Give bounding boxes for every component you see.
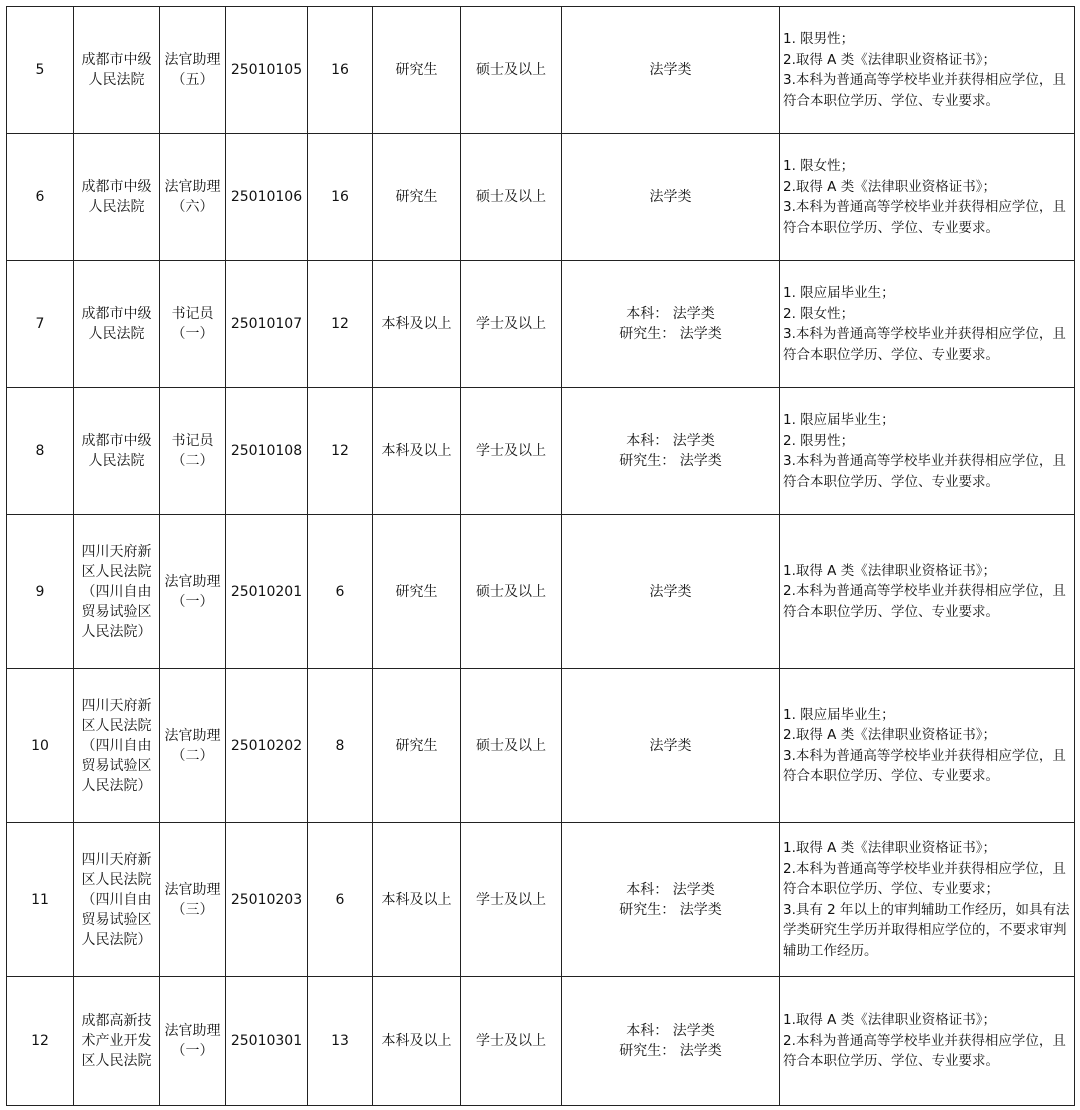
row-number: 6 [7,134,74,261]
table-row [7,669,1075,823]
position-name: 法官助理 （一） [160,515,226,669]
recruit-count: 13 [308,977,373,1106]
recruit-count: 16 [308,7,373,134]
position-code: 25010108 [226,388,308,515]
recruit-count: 8 [308,669,373,823]
degree-requirement: 硕士及以上 [461,134,562,261]
recruit-count: 6 [308,823,373,977]
position-name: 法官助理 （五） [160,7,226,134]
notes: 1.取得 A 类《法律职业资格证书》； 2.本科为普通高等学校毕业并获得相应学位，且符合本职位学历、学位、专业要求。 [780,977,1075,1106]
education-requirement: 研究生 [373,134,461,261]
row-number: 9 [7,515,74,669]
position-code: 25010203 [226,823,308,977]
court-name: 成都市中级人民法院 [74,7,160,134]
table-row [7,7,1075,134]
education-requirement: 本科及以上 [373,823,461,977]
major-requirement: 法学类 [562,515,780,669]
court-name: 四川天府新区人民法院（四川自由贸易试验区人民法院） [74,669,160,823]
position-code: 25010106 [226,134,308,261]
education-requirement: 研究生 [373,515,461,669]
position-name: 法官助理 （一） [160,977,226,1106]
major-requirement: 本科： 法学类 研究生： 法学类 [562,261,780,388]
notes: 1.取得 A 类《法律职业资格证书》； 2.本科为普通高等学校毕业并获得相应学位，且符合本职位学历、学位、专业要求。 [780,515,1075,669]
position-code: 25010107 [226,261,308,388]
recruit-count: 6 [308,515,373,669]
court-name: 成都市中级人民法院 [74,134,160,261]
recruit-count: 16 [308,134,373,261]
court-name: 成都市中级人民法院 [74,261,160,388]
court-name: 成都高新技术产业开发区人民法院 [74,977,160,1106]
row-number: 10 [7,669,74,823]
degree-requirement: 硕士及以上 [461,7,562,134]
degree-requirement: 学士及以上 [461,388,562,515]
education-requirement: 研究生 [373,669,461,823]
table-row [7,823,1075,977]
table-row [7,261,1075,388]
position-name: 书记员 （一） [160,261,226,388]
major-requirement: 本科： 法学类 研究生： 法学类 [562,977,780,1106]
notes: 1. 限应届毕业生； 2. 限男性； 3.本科为普通高等学校毕业并获得相应学位，且符合本职位学历、学位、专业要求。 [780,388,1075,515]
education-requirement: 研究生 [373,7,461,134]
position-name: 法官助理 （三） [160,823,226,977]
table-row [7,977,1075,1106]
court-name: 四川天府新区人民法院（四川自由贸易试验区人民法院） [74,823,160,977]
degree-requirement: 学士及以上 [461,977,562,1106]
position-name: 法官助理 （六） [160,134,226,261]
notes: 1. 限男性； 2.取得 A 类《法律职业资格证书》； 3.本科为普通高等学校毕业并获得相应学位，且符合本职位学历、学位、专业要求。 [780,7,1075,134]
education-requirement: 本科及以上 [373,977,461,1106]
court-name: 成都市中级人民法院 [74,388,160,515]
row-number: 12 [7,977,74,1106]
position-code: 25010301 [226,977,308,1106]
major-requirement: 法学类 [562,669,780,823]
table-row [7,388,1075,515]
degree-requirement: 学士及以上 [461,823,562,977]
education-requirement: 本科及以上 [373,388,461,515]
notes: 1. 限女性； 2.取得 A 类《法律职业资格证书》； 3.本科为普通高等学校毕业并获得相应学位，且符合本职位学历、学位、专业要求。 [780,134,1075,261]
recruitment-table [6,6,1075,1106]
recruit-count: 12 [308,261,373,388]
row-number: 7 [7,261,74,388]
major-requirement: 本科： 法学类 研究生： 法学类 [562,823,780,977]
degree-requirement: 学士及以上 [461,261,562,388]
major-requirement: 本科： 法学类 研究生： 法学类 [562,388,780,515]
notes: 1.取得 A 类《法律职业资格证书》； 2.本科为普通高等学校毕业并获得相应学位，且符合本职位学历、学位、专业要求； 3.具有 2 年以上的审判辅助工作经历，如具有法学类研究生学历并取得相应学位的，不要求审判辅助工作经历。 [780,823,1075,977]
recruit-count: 12 [308,388,373,515]
row-number: 8 [7,388,74,515]
position-name: 法官助理 （二） [160,669,226,823]
degree-requirement: 硕士及以上 [461,515,562,669]
row-number: 5 [7,7,74,134]
notes: 1. 限应届毕业生； 2. 限女性； 3.本科为普通高等学校毕业并获得相应学位，且符合本职位学历、学位、专业要求。 [780,261,1075,388]
major-requirement: 法学类 [562,7,780,134]
court-name: 四川天府新区人民法院（四川自由贸易试验区人民法院） [74,515,160,669]
education-requirement: 本科及以上 [373,261,461,388]
table-row [7,134,1075,261]
degree-requirement: 硕士及以上 [461,669,562,823]
position-code: 25010202 [226,669,308,823]
notes: 1. 限应届毕业生； 2.取得 A 类《法律职业资格证书》； 3.本科为普通高等学校毕业并获得相应学位，且符合本职位学历、学位、专业要求。 [780,669,1075,823]
major-requirement: 法学类 [562,134,780,261]
position-code: 25010105 [226,7,308,134]
table-row [7,515,1075,669]
position-name: 书记员 （二） [160,388,226,515]
position-code: 25010201 [226,515,308,669]
row-number: 11 [7,823,74,977]
